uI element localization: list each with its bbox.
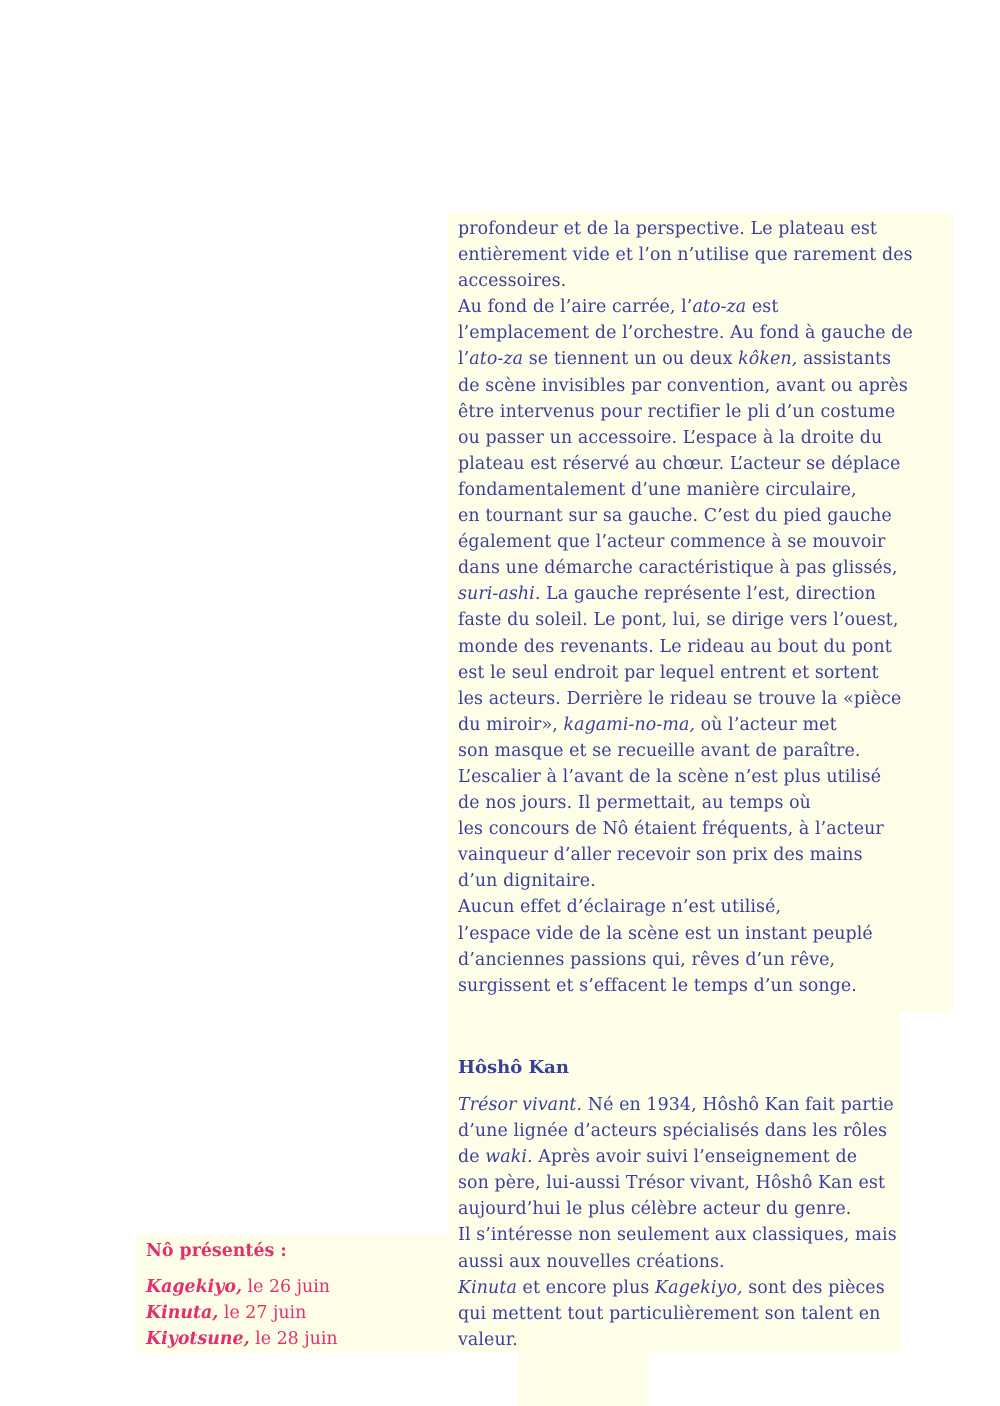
text-run: de scène invisibles par convention, avant ou après — [458, 375, 908, 396]
text-line — [458, 425, 958, 451]
performance-item — [146, 1300, 436, 1326]
text-line — [458, 477, 958, 503]
performance-play: Kagekiyo, — [146, 1277, 243, 1298]
text-run: faste du soleil. Le pont, lui, se dirige vers l’ouest, — [458, 610, 899, 631]
text-line — [458, 503, 958, 529]
text-run: en tournant sur sa gauche. C’est du pied gauche — [458, 506, 892, 527]
bio-heading: Hôshô Kan — [458, 1057, 569, 1078]
text-run: surgissent et s’effacent le temps d’un songe. — [458, 975, 857, 996]
text-run: accessoires. — [458, 271, 567, 292]
text-run: où l’acteur met — [695, 714, 837, 735]
text-run: L’escalier à l’avant de la scène n’est plus utilisé — [458, 766, 882, 787]
performance-date: le 27 juin — [218, 1303, 307, 1324]
text-run: entièrement vide et l’on n’utilise que rarement des — [458, 245, 913, 266]
text-line — [458, 868, 958, 894]
performances-title: Nô présentés : — [146, 1241, 287, 1261]
text-line — [458, 1327, 958, 1353]
performance-date: le 26 juin — [242, 1277, 330, 1298]
text-line — [458, 320, 958, 346]
text-line — [458, 712, 958, 738]
text-line — [458, 607, 958, 633]
text-run: d’un dignitaire. — [458, 871, 596, 892]
italic-term: Kinuta — [458, 1277, 517, 1298]
performance-item — [146, 1274, 436, 1300]
text-run: La gauche représente l’est, direction — [540, 584, 876, 605]
italic-term: Trésor vivant. — [458, 1095, 583, 1115]
text-run: les acteurs. Derrière le rideau se trouve la «pièce — [458, 688, 902, 709]
text-line — [458, 1222, 958, 1248]
text-run: qui mettent tout particulièrement son talent en — [458, 1303, 881, 1324]
text-line — [458, 373, 958, 399]
performance-date: le 28 juin — [249, 1329, 338, 1350]
text-line — [458, 738, 958, 764]
italic-term: kagami-no-ma, — [563, 714, 696, 735]
text-run: l’ — [458, 349, 470, 370]
text-run: Au fond de l’aire carrée, l’ — [458, 297, 693, 318]
text-line — [458, 529, 958, 555]
text-line — [458, 764, 958, 790]
performance-item — [146, 1326, 436, 1352]
text-run: assistants — [797, 349, 892, 370]
text-run: Aucun effet d’éclairage n’est utilisé, — [458, 897, 782, 918]
text-line — [458, 268, 958, 294]
text-line — [458, 1170, 958, 1196]
text-run: aujourd’hui le plus célèbre acteur du genre. — [458, 1199, 852, 1220]
italic-term: ato-za — [692, 297, 747, 318]
italic-term: ato-za — [469, 349, 524, 370]
text-line — [458, 294, 958, 320]
text-line — [458, 1249, 958, 1275]
italic-term: waki. — [485, 1147, 533, 1168]
text-line — [458, 790, 958, 816]
text-run: aussi aux nouvelles créations. — [458, 1251, 725, 1272]
text-run: son père, lui-aussi Trésor vivant, Hôshô Kan est — [458, 1173, 886, 1194]
text-run: dans une démarche caractéristique à pas glissés, — [458, 558, 898, 579]
performances-box — [146, 1238, 436, 1352]
text-run: de nos jours. Il permettait, au temps où — [458, 793, 811, 814]
text-run: est — [746, 297, 779, 318]
text-run: l’espace vide de la scène est un instant peuplé — [458, 923, 873, 944]
text-line — [458, 1275, 958, 1301]
italic-term: kôken, — [738, 349, 798, 370]
text-run: fondamentalement d’une manière circulaire, — [458, 479, 857, 500]
text-line — [458, 581, 958, 607]
text-run: valeur. — [458, 1329, 518, 1350]
text-run: être intervenus pour rectifier le pli d’un costume — [458, 401, 896, 422]
text-run: Né en 1934, Hôshô Kan fait partie — [582, 1095, 894, 1115]
text-line — [458, 973, 958, 999]
text-run: d’anciennes passions qui, rêves d’un rêve, — [458, 949, 836, 970]
text-line — [458, 660, 958, 686]
text-run: monde des revenants. Le rideau au bout du pont — [458, 636, 892, 657]
text-run: se tiennent un ou deux — [523, 349, 739, 370]
text-run: son masque et se recueille avant de paraître. — [458, 740, 861, 761]
text-line — [458, 242, 958, 268]
text-line — [458, 1092, 958, 1118]
text-run: Il s’intéresse non seulement aux classiques, mais — [458, 1225, 897, 1246]
text-run: vainqueur d’aller recevoir son prix des mains — [458, 845, 863, 866]
text-run: également que l’acteur commence à se mouvoir — [458, 532, 886, 553]
text-line — [458, 816, 958, 842]
text-run: et encore plus — [516, 1277, 656, 1298]
text-run: ou passer un accessoire. L’espace à la droite du — [458, 427, 883, 448]
bio-background-bottom — [518, 1350, 648, 1406]
text-line — [458, 555, 958, 581]
text-line — [458, 346, 958, 372]
text-run: d’une lignée d’acteurs spécialisés dans les rôles — [458, 1121, 888, 1142]
italic-term: suri-ashi. — [458, 584, 541, 605]
text-line — [458, 686, 958, 712]
text-line — [458, 1301, 958, 1327]
text-line — [458, 1144, 958, 1170]
text-line — [458, 947, 958, 973]
text-run: est le seul endroit par lequel entrent et sortent — [458, 662, 879, 683]
text-run: Après avoir suivi l’enseignement de — [532, 1147, 858, 1168]
text-run: plateau est réservé au chœur. L’acteur se déplace — [458, 453, 901, 474]
text-line — [458, 1196, 958, 1222]
performance-play: Kinuta, — [146, 1303, 219, 1324]
text-line — [458, 216, 958, 242]
text-run: sont des pièces — [742, 1277, 885, 1298]
text-line — [458, 634, 958, 660]
main-text-column — [458, 216, 958, 999]
text-line — [458, 1118, 958, 1144]
text-line — [458, 894, 958, 920]
text-run: de — [458, 1147, 486, 1168]
italic-term: Kagekiyo, — [655, 1277, 743, 1298]
text-line — [458, 399, 958, 425]
text-line — [458, 921, 958, 947]
text-run: du miroir», — [458, 714, 564, 735]
text-run: l’emplacement de l’orchestre. Au fond à gauche de — [458, 323, 913, 344]
text-line — [458, 451, 958, 477]
performance-play: Kiyotsune, — [146, 1329, 250, 1350]
text-line — [458, 842, 958, 868]
bio-text — [458, 1092, 958, 1353]
text-run: profondeur et de la perspective. Le plateau est — [458, 219, 877, 239]
text-run: les concours de Nô étaient fréquents, à l’acteur — [458, 819, 884, 840]
